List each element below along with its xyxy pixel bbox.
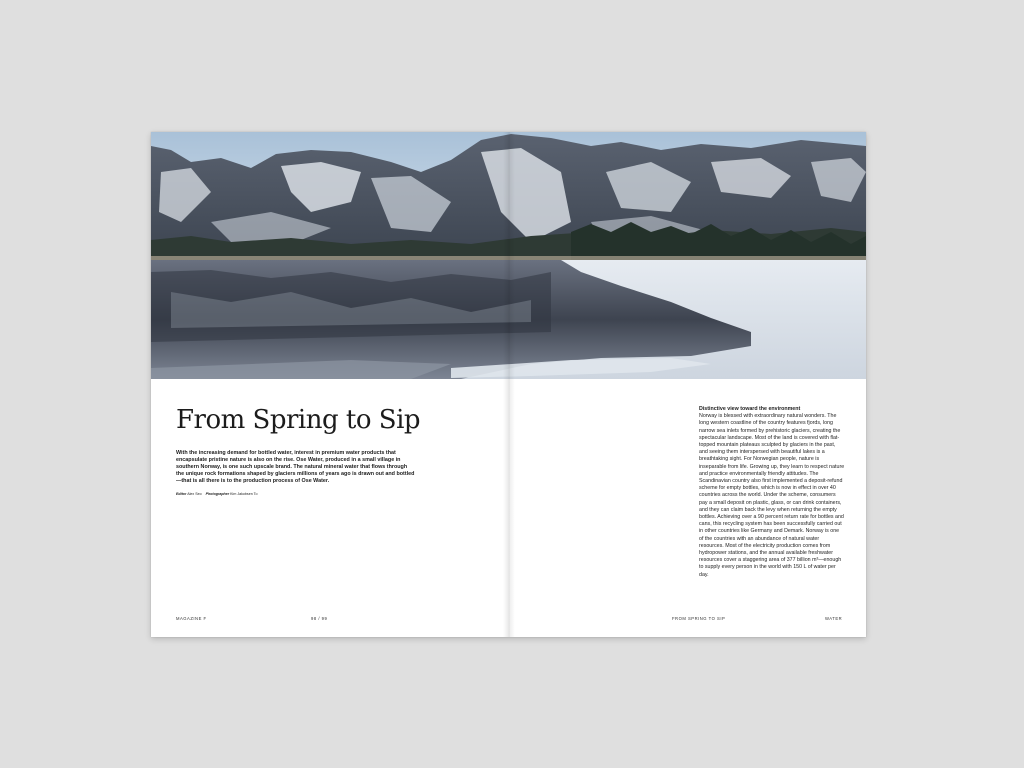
footer-section: WATER (825, 616, 843, 621)
article-title: From Spring to Sip (176, 405, 421, 435)
photographer-name: Kim Jakobsen To (230, 492, 258, 496)
footer-section-title: FROM SPRING TO SIP (672, 616, 726, 621)
magazine-spread (151, 132, 866, 637)
snowy-lake-illustration (151, 132, 866, 379)
footer-page-numbers: 98 / 99 (311, 616, 328, 621)
article-credits (176, 492, 257, 496)
landscape-photo (151, 132, 866, 379)
editor-name: Alex Seo (187, 492, 202, 496)
body-text: Norway is blessed with extraordinary natural wonders. The long western coastline of the country features fjords, long narrow sea inlets formed by prehistoric glaciers, creating the spectacular landscape. Most of the land is covered with flat-topped mountain plateaus sculpted by glaciers in the past, and seeing them interspersed with beautiful lakes is a breathtaking sight. For Norwegian people, nature is inseparable from life. Growing up, they learn to respect nature and practice environmentally friendly attitudes. The Scandinavian country also first implemented a deposit-refund scheme for empty bottles, which is now in effect in over 40 countries across the world. Under the scheme, consumers pay a small deposit on plastic, glass, or can drink containers, and they can claim back the levy when returning the empty bottles. Achieving over a 90 percent return rate for bottles and cans, this recycling system has been successfully carried out in other countries like Germany and Demark. Norway is one of the countries with an abundance of natural water resources. Most of the electricity production comes from hydropower stations, and the annual available freshwater resources cover a staggering area of 377 billion m³—enough to supply every person in the world with 150 L of water per day. (699, 413, 845, 578)
article-intro: With the increasing demand for bottled water, interest in premium water products that encapsulate pristine nature is also on the rise. Ose Water, produced in a small village in southern Norway, is one such upscale brand. The natural mineral water that flows through the unique rock formations shaped by glaciers millions of years ago is drawn out and bottled—that is all there is to the production process of Ose Water. (176, 450, 415, 485)
body-subheading: Distinctive view toward the environment (699, 406, 801, 412)
body-column (699, 406, 845, 579)
photographer-label: Photographer (205, 492, 230, 496)
editor-label: Editor (176, 492, 187, 496)
footer-magazine: MAGAZINE F (176, 616, 207, 621)
